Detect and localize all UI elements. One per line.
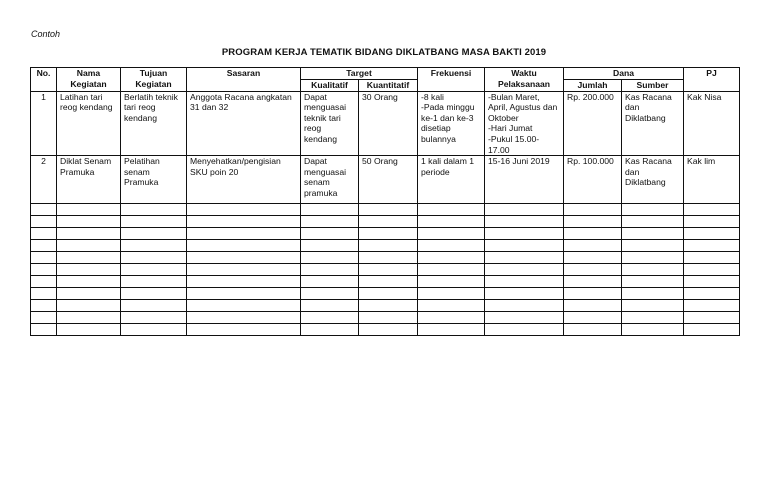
empty-cell: [359, 324, 418, 336]
empty-cell: [31, 252, 57, 264]
empty-cell: [121, 252, 187, 264]
empty-cell: [485, 288, 564, 300]
empty-cell: [359, 204, 418, 216]
cell-kuantitatif: 50 Orang: [359, 156, 418, 204]
empty-cell: [187, 324, 301, 336]
empty-cell: [121, 312, 187, 324]
empty-cell: [418, 240, 485, 252]
empty-cell: [684, 252, 740, 264]
empty-cell: [301, 264, 359, 276]
empty-cell: [121, 324, 187, 336]
empty-cell: [418, 252, 485, 264]
example-label: Contoh: [31, 29, 61, 39]
empty-table-row: [31, 252, 740, 264]
empty-cell: [31, 264, 57, 276]
cell-waktu: [485, 156, 564, 204]
empty-cell: [622, 324, 684, 336]
empty-cell: [359, 252, 418, 264]
empty-cell: [622, 204, 684, 216]
cell-pj: Kak lim: [684, 156, 740, 204]
empty-cell: [301, 312, 359, 324]
cell-waktu: [485, 91, 564, 156]
empty-cell: [485, 228, 564, 240]
empty-cell: [121, 216, 187, 228]
empty-cell: [564, 312, 622, 324]
cell-line: -Bulan Maret, April, Agustus dan Oktober: [488, 91, 558, 123]
empty-cell: [187, 216, 301, 228]
cell-line: 15-16 Juni 2019: [488, 156, 550, 167]
cell-tujuan-kegiatan: Berlatih teknik tari reog kendang: [121, 91, 187, 156]
empty-cell: [684, 204, 740, 216]
cell-line: -Hari Jumat: [488, 123, 533, 134]
empty-cell: [121, 240, 187, 252]
cell-nama-kegiatan: Latihan tari reog kendang: [57, 91, 121, 156]
empty-cell: [187, 204, 301, 216]
cell-line: -Pukul 15.00-17.00: [488, 133, 540, 155]
empty-cell: [57, 312, 121, 324]
header-kualitatif: Kualitatif: [301, 80, 359, 92]
empty-cell: [485, 216, 564, 228]
cell-tujuan-kegiatan: Pelatihan senam Pramuka: [121, 156, 187, 204]
empty-cell: [31, 228, 57, 240]
empty-cell: [187, 288, 301, 300]
empty-cell: [418, 276, 485, 288]
empty-cell: [684, 216, 740, 228]
empty-cell: [301, 276, 359, 288]
empty-cell: [31, 276, 57, 288]
header-sumber: Sumber: [622, 80, 684, 92]
empty-cell: [301, 240, 359, 252]
header-no: No.: [31, 68, 57, 92]
empty-cell: [57, 252, 121, 264]
header-waktu-pelaksanaan: Waktu Pelaksanaan: [485, 68, 564, 92]
empty-cell: [359, 264, 418, 276]
empty-cell: [121, 288, 187, 300]
empty-table-row: [31, 216, 740, 228]
empty-cell: [485, 324, 564, 336]
cell-jumlah: Rp. 100.000: [564, 156, 622, 204]
empty-cell: [684, 264, 740, 276]
empty-cell: [622, 276, 684, 288]
empty-table-row: [31, 276, 740, 288]
empty-cell: [301, 252, 359, 264]
table-row: [31, 91, 740, 156]
empty-cell: [622, 228, 684, 240]
header-dana: Dana: [564, 68, 684, 80]
empty-cell: [684, 288, 740, 300]
empty-table-row: [31, 204, 740, 216]
empty-cell: [564, 276, 622, 288]
cell-nama-kegiatan: Diklat Senam Pramuka: [57, 156, 121, 204]
empty-cell: [485, 240, 564, 252]
cell-kualitatif: Dapat menguasai senam pramuka: [301, 156, 359, 204]
empty-cell: [57, 300, 121, 312]
header-jumlah: Jumlah: [564, 80, 622, 92]
empty-table-row: [31, 288, 740, 300]
empty-cell: [622, 288, 684, 300]
empty-cell: [418, 300, 485, 312]
empty-cell: [359, 300, 418, 312]
empty-cell: [31, 216, 57, 228]
cell-jumlah: Rp. 200.000: [564, 91, 622, 156]
empty-cell: [418, 288, 485, 300]
header-pj: PJ: [684, 68, 740, 92]
empty-cell: [564, 300, 622, 312]
cell-frekuensi: [418, 156, 485, 204]
empty-cell: [684, 276, 740, 288]
empty-cell: [187, 276, 301, 288]
empty-cell: [57, 240, 121, 252]
cell-no: 1: [31, 91, 57, 156]
empty-table-row: [31, 240, 740, 252]
empty-cell: [187, 252, 301, 264]
header-frekuensi: Frekuensi: [418, 68, 485, 92]
empty-cell: [418, 204, 485, 216]
empty-cell: [418, 312, 485, 324]
empty-cell: [187, 264, 301, 276]
empty-cell: [564, 264, 622, 276]
empty-cell: [684, 324, 740, 336]
empty-cell: [301, 228, 359, 240]
empty-cell: [622, 252, 684, 264]
empty-table-row: [31, 264, 740, 276]
empty-cell: [418, 324, 485, 336]
empty-cell: [684, 300, 740, 312]
empty-cell: [564, 228, 622, 240]
empty-cell: [31, 324, 57, 336]
empty-cell: [301, 300, 359, 312]
table-row: [31, 156, 740, 204]
empty-cell: [57, 216, 121, 228]
empty-cell: [684, 312, 740, 324]
empty-cell: [121, 300, 187, 312]
empty-cell: [485, 264, 564, 276]
cell-line: -8 kali: [421, 91, 444, 102]
cell-kualitatif: Dapat menguasai teknik tari reog kendang: [301, 91, 359, 156]
cell-sumber: Kas Racana dan Diklatbang: [622, 91, 684, 156]
empty-cell: [622, 300, 684, 312]
empty-cell: [121, 276, 187, 288]
empty-cell: [121, 264, 187, 276]
cell-pj: Kak Nisa: [684, 91, 740, 156]
cell-line: -Pada minggu ke-1 dan ke-3 disetiap bulannya: [421, 102, 475, 144]
empty-cell: [187, 312, 301, 324]
empty-cell: [485, 300, 564, 312]
header-sasaran: Sasaran: [187, 68, 301, 92]
empty-rows: [31, 204, 740, 336]
empty-cell: [564, 216, 622, 228]
empty-cell: [564, 252, 622, 264]
empty-cell: [622, 264, 684, 276]
empty-cell: [57, 288, 121, 300]
empty-cell: [121, 204, 187, 216]
cell-frekuensi: [418, 91, 485, 156]
empty-cell: [359, 288, 418, 300]
empty-table-row: [31, 324, 740, 336]
cell-line: 1 kali dalam 1 periode: [421, 156, 475, 177]
empty-cell: [359, 228, 418, 240]
empty-cell: [187, 228, 301, 240]
empty-cell: [187, 240, 301, 252]
empty-cell: [564, 324, 622, 336]
empty-cell: [684, 228, 740, 240]
empty-cell: [57, 324, 121, 336]
empty-table-row: [31, 228, 740, 240]
empty-cell: [418, 228, 485, 240]
cell-sasaran: Anggota Racana angkatan 31 dan 32: [187, 91, 301, 156]
document-title: PROGRAM KERJA TEMATIK BIDANG DIKLATBANG MASA BAKTI 2019: [221, 47, 547, 58]
empty-cell: [485, 252, 564, 264]
empty-cell: [31, 288, 57, 300]
empty-cell: [57, 228, 121, 240]
empty-cell: [57, 276, 121, 288]
header-nama-kegiatan: Nama Kegiatan: [57, 68, 121, 92]
program-table: [30, 67, 740, 336]
cell-sasaran: Menyehatkan/pengisian SKU poin 20: [187, 156, 301, 204]
empty-cell: [418, 264, 485, 276]
empty-cell: [301, 288, 359, 300]
empty-cell: [301, 216, 359, 228]
empty-cell: [31, 300, 57, 312]
empty-cell: [31, 312, 57, 324]
header-target: Target: [301, 68, 418, 80]
empty-cell: [622, 216, 684, 228]
empty-cell: [622, 312, 684, 324]
cell-no: 2: [31, 156, 57, 204]
empty-table-row: [31, 312, 740, 324]
empty-cell: [301, 324, 359, 336]
empty-cell: [485, 312, 564, 324]
empty-cell: [564, 240, 622, 252]
empty-cell: [57, 264, 121, 276]
empty-cell: [485, 204, 564, 216]
empty-cell: [359, 276, 418, 288]
empty-cell: [31, 240, 57, 252]
empty-cell: [622, 240, 684, 252]
empty-cell: [564, 204, 622, 216]
empty-table-row: [31, 300, 740, 312]
empty-cell: [301, 204, 359, 216]
empty-cell: [31, 204, 57, 216]
header-tujuan-kegiatan: Tujuan Kegiatan: [121, 68, 187, 92]
empty-cell: [564, 288, 622, 300]
cell-sumber: Kas Racana dan Diklatbang: [622, 156, 684, 204]
empty-cell: [57, 204, 121, 216]
empty-cell: [121, 228, 187, 240]
empty-cell: [359, 216, 418, 228]
empty-cell: [359, 240, 418, 252]
empty-cell: [359, 312, 418, 324]
empty-cell: [485, 276, 564, 288]
header-kuantitatif: Kuantitatif: [359, 80, 418, 92]
empty-cell: [684, 240, 740, 252]
empty-cell: [187, 300, 301, 312]
cell-kuantitatif: 30 Orang: [359, 91, 418, 156]
empty-cell: [418, 216, 485, 228]
